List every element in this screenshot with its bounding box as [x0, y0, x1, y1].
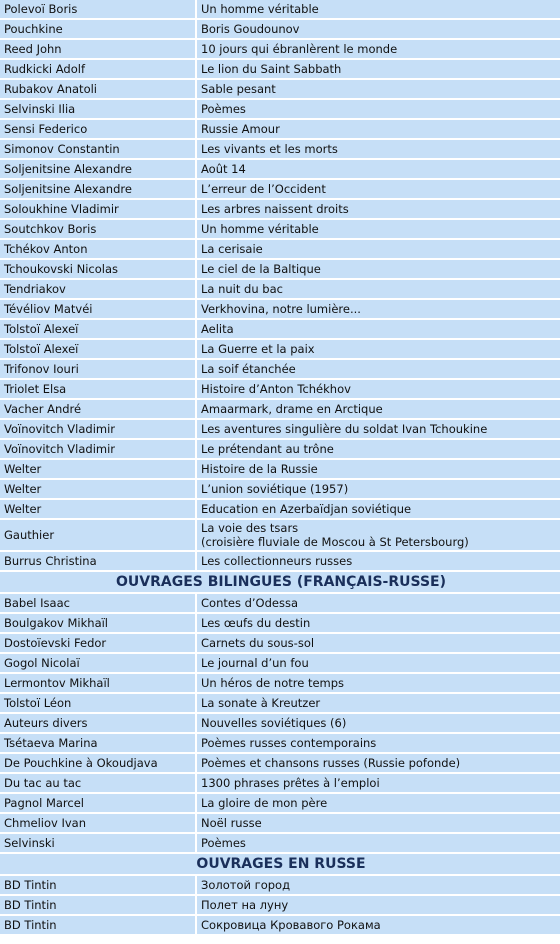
title-cell: L’union soviétique (1957) [201, 482, 349, 496]
author-cell: Chmeliov Ivan [0, 814, 197, 834]
author-cell: Pagnol Marcel [0, 794, 197, 814]
table-row [0, 754, 560, 774]
section-heading-row [0, 572, 560, 594]
title-column-cell [197, 480, 560, 500]
author-cell: Tchoukovski Nicolas [0, 260, 197, 280]
title-cell: Sable pesant [201, 82, 276, 96]
title-cell: Un héros de notre temps [201, 676, 345, 690]
title-column-cell [197, 180, 560, 200]
title-cell: Les collectionneurs russes [201, 554, 353, 568]
title-cell: Le ciel de la Baltique [201, 262, 321, 276]
title-column-cell [197, 694, 560, 714]
title-column-cell [197, 916, 560, 936]
title-cell: Poèmes et chansons russes (Russie pofonde) [201, 756, 461, 770]
title-cell: La cerisaie [201, 242, 263, 256]
title-cell: Les vivants et les morts [201, 142, 338, 156]
title-column-cell [197, 0, 560, 20]
author-cell: Sensi Federico [0, 120, 197, 140]
section-heading: OUVRAGES BILINGUES (FRANÇAIS-RUSSE) [0, 572, 560, 594]
table-row [0, 380, 560, 400]
title-cell: Le journal d’un fou [201, 656, 309, 670]
author-cell: Auteurs divers [0, 714, 197, 734]
title-column-cell [197, 552, 560, 572]
author-cell: Trifonov Iouri [0, 360, 197, 380]
title-column-cell [197, 614, 560, 634]
table-row [0, 120, 560, 140]
title-column-cell [197, 734, 560, 754]
title-column-cell [197, 300, 560, 320]
table-row [0, 876, 560, 896]
table-row [0, 60, 560, 80]
title-column-cell [197, 794, 560, 814]
title-cell: Un homme véritable [201, 222, 319, 236]
table-row [0, 654, 560, 674]
title-cell: Contes d’Odessa [201, 596, 298, 610]
title-column-cell [197, 654, 560, 674]
author-cell: Tendriakov [0, 280, 197, 300]
author-cell: Gogol Nicolaï [0, 654, 197, 674]
table-row [0, 240, 560, 260]
table-row [0, 714, 560, 734]
author-cell: Simonov Constantin [0, 140, 197, 160]
title-cell: Les arbres naissent droits [201, 202, 349, 216]
table-row [0, 20, 560, 40]
title-column-cell [197, 634, 560, 654]
author-cell: Welter [0, 480, 197, 500]
title-column-cell [197, 60, 560, 80]
title-column-cell [197, 320, 560, 340]
table-row [0, 80, 560, 100]
title-column-cell [197, 440, 560, 460]
title-column-cell [197, 160, 560, 180]
table-row [0, 460, 560, 480]
author-cell: Soljenitsine Alexandre [0, 180, 197, 200]
author-cell: Tsétaeva Marina [0, 734, 197, 754]
title-cell: La Guerre et la paix [201, 342, 315, 356]
table-row [0, 200, 560, 220]
author-cell: Polevoï Boris [0, 0, 197, 20]
table-row [0, 140, 560, 160]
title-cell: La nuit du bac [201, 282, 283, 296]
title-column-cell [197, 460, 560, 480]
table-row [0, 0, 560, 20]
table-row [0, 614, 560, 634]
title-column-cell [197, 140, 560, 160]
title-cell: Полет на луну [201, 898, 289, 912]
title-cell: Verkhovina, notre lumière... [201, 302, 361, 316]
author-cell: Burrus Christina [0, 552, 197, 572]
table-row [0, 694, 560, 714]
title-cell: Russie Amour [201, 122, 280, 136]
title-column-cell [197, 80, 560, 100]
title-cell: 10 jours qui ébranlèrent le monde [201, 42, 398, 56]
author-cell: Rudkicki Adolf [0, 60, 197, 80]
table-row [0, 420, 560, 440]
table-row [0, 834, 560, 854]
title-cell: Poèmes [201, 836, 246, 850]
author-cell: Pouchkine [0, 20, 197, 40]
title-column-cell [197, 20, 560, 40]
title-column-cell [197, 360, 560, 380]
title-column-cell [197, 280, 560, 300]
title-cell: La gloire de mon père [201, 796, 328, 810]
author-cell: BD Tintin [0, 916, 197, 936]
author-cell: Du tac au tac [0, 774, 197, 794]
author-cell: Tolstoï Alexeï [0, 320, 197, 340]
table-row [0, 774, 560, 794]
table-row [0, 814, 560, 834]
author-cell: De Pouchkine à Okoudjava [0, 754, 197, 774]
table-row [0, 500, 560, 520]
title-cell: La voie des tsars (croisière fluviale de Moscou à St Petersbourg) [201, 521, 469, 549]
title-column-cell [197, 774, 560, 794]
table-row [0, 160, 560, 180]
title-cell: 1300 phrases prêtes à l’emploi [201, 776, 380, 790]
title-cell: Amaarmark, drame en Arctique [201, 402, 383, 416]
table-row [0, 480, 560, 500]
title-cell: Poèmes russes contemporains [201, 736, 377, 750]
title-column-cell [197, 120, 560, 140]
table-row [0, 340, 560, 360]
table-row [0, 40, 560, 60]
author-cell: Selvinski [0, 834, 197, 854]
table-row [0, 220, 560, 240]
table-row [0, 400, 560, 420]
title-column-cell [197, 40, 560, 60]
table-row [0, 320, 560, 340]
title-cell: Noël russe [201, 816, 262, 830]
title-cell: Le lion du Saint Sabbath [201, 62, 342, 76]
table-row [0, 520, 560, 552]
title-column-cell [197, 876, 560, 896]
title-cell: Le prétendant au trône [201, 442, 334, 456]
title-column-cell [197, 240, 560, 260]
table-row [0, 794, 560, 814]
table-row [0, 734, 560, 754]
author-cell: Welter [0, 500, 197, 520]
author-cell: Welter [0, 460, 197, 480]
title-column-cell [197, 200, 560, 220]
title-cell: Золотой город [201, 878, 291, 892]
table-row [0, 180, 560, 200]
title-cell: Carnets du sous-sol [201, 636, 315, 650]
author-cell: Voïnovitch Vladimir [0, 420, 197, 440]
title-cell: Histoire d’Anton Tchékhov [201, 382, 351, 396]
title-column-cell [197, 896, 560, 916]
table-row [0, 360, 560, 380]
author-cell: Rubakov Anatoli [0, 80, 197, 100]
author-cell: Tolstoï Léon [0, 694, 197, 714]
title-cell: Сокровица Кровавого Рокама [201, 918, 381, 932]
author-cell: Gauthier [0, 520, 197, 552]
title-cell: Histoire de la Russie [201, 462, 318, 476]
author-cell: Reed John [0, 40, 197, 60]
title-cell: La sonate à Kreutzer [201, 696, 321, 710]
author-cell: Dostoïevski Fedor [0, 634, 197, 654]
table-row [0, 552, 560, 572]
title-cell: L’erreur de l’Occident [201, 182, 326, 196]
table-row [0, 300, 560, 320]
table-row [0, 916, 560, 936]
title-cell: Les aventures singulière du soldat Ivan Tchoukine [201, 422, 488, 436]
table-row [0, 440, 560, 460]
table-row [0, 674, 560, 694]
author-cell: Tévéliov Matvéi [0, 300, 197, 320]
title-cell: Nouvelles soviétiques (6) [201, 716, 347, 730]
title-cell: Août 14 [201, 162, 246, 176]
title-column-cell [197, 260, 560, 280]
table-row [0, 100, 560, 120]
section-heading: OUVRAGES EN RUSSE [0, 854, 560, 876]
title-column-cell [197, 594, 560, 614]
author-cell: BD Tintin [0, 876, 197, 896]
title-column-cell [197, 380, 560, 400]
title-column-cell [197, 754, 560, 774]
table-row [0, 594, 560, 614]
title-column-cell [197, 500, 560, 520]
author-cell: Tchékov Anton [0, 240, 197, 260]
title-column-cell [197, 814, 560, 834]
author-cell: Soljenitsine Alexandre [0, 160, 197, 180]
author-cell: Tolstoï Alexeï [0, 340, 197, 360]
author-cell: Vacher André [0, 400, 197, 420]
title-cell: Education en Azerbaïdjan soviétique [201, 502, 412, 516]
author-cell: Voïnovitch Vladimir [0, 440, 197, 460]
title-cell: Boris Goudounov [201, 22, 300, 36]
title-column-cell [197, 674, 560, 694]
title-cell: Aelita [201, 322, 234, 336]
author-cell: BD Tintin [0, 896, 197, 916]
author-cell: Babel Isaac [0, 594, 197, 614]
title-cell: La soif étanchée [201, 362, 296, 376]
author-cell: Soloukhine Vladimir [0, 200, 197, 220]
title-column-cell [197, 100, 560, 120]
author-cell: Triolet Elsa [0, 380, 197, 400]
table-row [0, 260, 560, 280]
title-column-cell [197, 420, 560, 440]
author-cell: Boulgakov Mikhaïl [0, 614, 197, 634]
title-cell: Poèmes [201, 102, 246, 116]
section-heading-row [0, 854, 560, 876]
title-cell: Les œufs du destin [201, 616, 311, 630]
title-column-cell [197, 400, 560, 420]
table-row [0, 896, 560, 916]
table-row [0, 634, 560, 654]
title-column-cell [197, 220, 560, 240]
title-column-cell [197, 340, 560, 360]
title-column-cell [197, 834, 560, 854]
table-row [0, 280, 560, 300]
author-cell: Lermontov Mikhaïl [0, 674, 197, 694]
title-column-cell [197, 520, 560, 552]
title-column-cell [197, 714, 560, 734]
author-cell: Soutchkov Boris [0, 220, 197, 240]
title-cell: Un homme véritable [201, 2, 319, 16]
author-cell: Selvinski Ilia [0, 100, 197, 120]
